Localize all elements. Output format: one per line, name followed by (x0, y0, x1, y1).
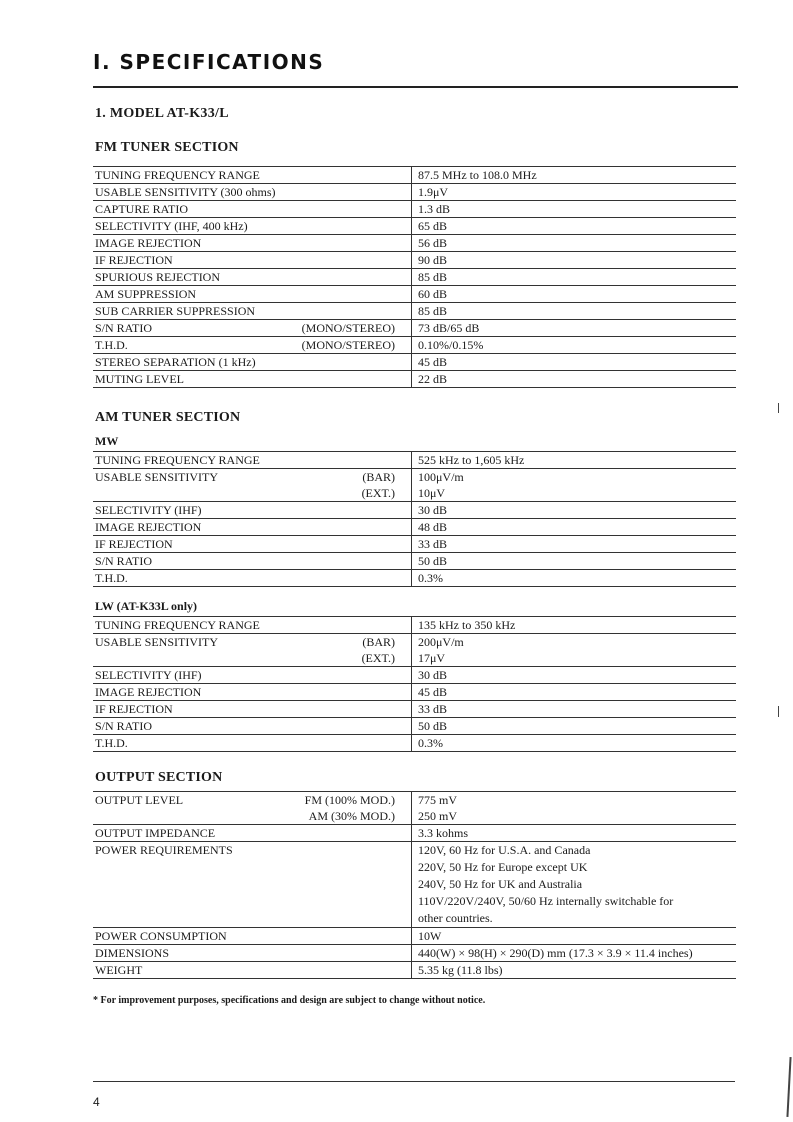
model-heading: 1. MODEL AT-K33/L (95, 106, 229, 121)
mw-sensitivity-value-bar: 100μV/m (418, 470, 464, 484)
mw-subheading: MW (95, 434, 119, 448)
power-requirements-line: other countries. (418, 911, 493, 925)
output-level-cond-fm: FM (100% MOD.) (304, 793, 395, 807)
lw-sensitivity-value-bar: 200μV/m (418, 635, 464, 649)
table-row (93, 235, 736, 252)
param-value: 56 dB (418, 236, 448, 250)
param-value: 33 dB (418, 537, 448, 551)
param-value: 90 dB (418, 253, 448, 267)
table-row (93, 570, 736, 587)
output-level-value-fm: 775 mV (418, 793, 457, 807)
lw-sensitivity-cond-ext: (EXT.) (361, 651, 395, 665)
param-label: SELECTIVITY (IHF) (95, 668, 202, 682)
table-row (93, 469, 736, 502)
table-row (93, 536, 736, 553)
table-row (93, 962, 736, 979)
margin-mark (778, 706, 779, 717)
mw-tuning-value: 525 kHz to 1,605 kHz (418, 453, 525, 467)
table-row (93, 371, 736, 388)
param-value: 65 dB (418, 219, 448, 233)
param-value: 0.3% (418, 736, 443, 750)
power-requirements-line: 220V, 50 Hz for Europe except UK (418, 860, 588, 874)
power-requirements-line: 120V, 60 Hz for U.S.A. and Canada (418, 843, 591, 857)
power-requirements-label: POWER REQUIREMENTS (95, 843, 233, 857)
param-label: SPURIOUS REJECTION (95, 270, 221, 284)
param-value: 1.3 dB (418, 202, 451, 216)
param-label: STEREO SEPARATION (1 kHz) (95, 355, 256, 369)
table-row (93, 684, 736, 701)
param-label: SELECTIVITY (IHF, 400 kHz) (95, 219, 248, 233)
param-value: 45 dB (418, 685, 448, 699)
param-label: SELECTIVITY (IHF) (95, 503, 202, 517)
param-label: IMAGE REJECTION (95, 520, 202, 534)
weight-value: 5.35 kg (11.8 lbs) (418, 963, 503, 977)
param-label: S/N RATIO (95, 719, 153, 733)
table-row (93, 792, 736, 825)
table-row (93, 634, 736, 667)
param-label: TUNING FREQUENCY RANGE (95, 168, 260, 182)
table-row (93, 945, 736, 962)
table-row (93, 701, 736, 718)
am-section-heading: AM TUNER SECTION (95, 410, 241, 425)
table-row (93, 519, 736, 536)
mw-tuning-label: TUNING FREQUENCY RANGE (95, 453, 260, 467)
mw-sensitivity-label: USABLE SENSITIVITY (95, 470, 218, 484)
table-row (93, 201, 736, 218)
table-row (93, 286, 736, 303)
param-value: 0.3% (418, 571, 443, 585)
param-value: 1.9μV (418, 185, 449, 199)
table-row (93, 553, 736, 570)
lw-sensitivity-value-ext: 17μV (418, 651, 446, 665)
table-row (93, 252, 736, 269)
lw-tuning-value: 135 kHz to 350 kHz (418, 618, 516, 632)
param-condition: (MONO/STEREO) (301, 338, 395, 352)
output-section-heading: OUTPUT SECTION (95, 770, 223, 785)
param-value: 60 dB (418, 287, 448, 301)
table-row (93, 825, 736, 842)
param-label: IMAGE REJECTION (95, 685, 202, 699)
table-row (93, 337, 736, 354)
bottom-rule (93, 1081, 735, 1082)
table-row (93, 452, 736, 469)
table-row (93, 354, 736, 371)
mw-sensitivity-cond-bar: (BAR) (362, 470, 395, 484)
mw-sensitivity-value-ext: 10μV (418, 486, 446, 500)
param-value: 30 dB (418, 503, 448, 517)
power-requirements-line: 110V/220V/240V, 50/60 Hz internally switchable for (418, 894, 674, 908)
param-label: CAPTURE RATIO (95, 202, 189, 216)
param-value: 85 dB (418, 270, 448, 284)
table-row (93, 184, 736, 201)
lw-tuning-label: TUNING FREQUENCY RANGE (95, 618, 260, 632)
param-value: 22 dB (418, 372, 448, 386)
table-row (93, 667, 736, 684)
output-impedance-label: OUTPUT IMPEDANCE (95, 826, 216, 840)
weight-label: WEIGHT (95, 963, 143, 977)
dimensions-value: 440(W) × 98(H) × 290(D) mm (17.3 × 3.9 × 11.4 inches) (418, 946, 693, 960)
output-level-value-am: 250 mV (418, 809, 457, 823)
table-row (93, 218, 736, 235)
lw-sensitivity-cond-bar: (BAR) (362, 635, 395, 649)
param-value: 48 dB (418, 520, 448, 534)
table-row (93, 735, 736, 752)
lw-subheading: LW (AT-K33L only) (95, 599, 198, 613)
param-label: IF REJECTION (95, 253, 173, 267)
margin-mark (778, 403, 779, 413)
param-label: T.H.D. (95, 338, 128, 352)
param-label: T.H.D. (95, 571, 128, 585)
param-label: IMAGE REJECTION (95, 236, 202, 250)
page-title: I. SPECIFICATIONS (93, 50, 325, 74)
param-label: T.H.D. (95, 736, 128, 750)
param-label: IF REJECTION (95, 537, 173, 551)
power-consumption-label: POWER CONSUMPTION (95, 929, 227, 943)
output-level-cond-am: AM (30% MOD.) (308, 809, 395, 823)
param-label: MUTING LEVEL (95, 372, 184, 386)
param-value: 85 dB (418, 304, 448, 318)
power-requirements-line: 240V, 50 Hz for UK and Australia (418, 877, 583, 891)
fm-spec-table (93, 166, 736, 388)
fm-section-heading: FM TUNER SECTION (95, 140, 239, 155)
output-level-label: OUTPUT LEVEL (95, 793, 184, 807)
param-label: IF REJECTION (95, 702, 173, 716)
dimensions-label: DIMENSIONS (95, 946, 170, 960)
param-value: 73 dB/65 dB (418, 321, 480, 335)
mw-spec-table (93, 451, 736, 587)
param-value: 30 dB (418, 668, 448, 682)
param-value: 87.5 MHz to 108.0 MHz (418, 168, 537, 182)
table-row (93, 842, 736, 928)
lw-spec-table (93, 616, 736, 752)
table-row (93, 718, 736, 735)
table-row (93, 320, 736, 337)
param-condition: (MONO/STEREO) (301, 321, 395, 335)
param-label: SUB CARRIER SUPPRESSION (95, 304, 256, 318)
param-label: AM SUPPRESSION (95, 287, 197, 301)
margin-mark (786, 1057, 791, 1117)
table-row (93, 617, 736, 634)
param-value: 33 dB (418, 702, 448, 716)
output-impedance-value: 3.3 kohms (418, 826, 469, 840)
footnote: * For improvement purposes, specifications and design are subject to change without notice. (93, 995, 486, 1006)
lw-sensitivity-label: USABLE SENSITIVITY (95, 635, 218, 649)
param-label: USABLE SENSITIVITY (300 ohms) (95, 185, 276, 199)
table-row (93, 269, 736, 286)
table-row (93, 928, 736, 945)
output-spec-table (93, 791, 736, 979)
mw-sensitivity-cond-ext: (EXT.) (361, 486, 395, 500)
page-number: 4 (93, 1095, 100, 1109)
param-label: S/N RATIO (95, 321, 153, 335)
param-value: 0.10%/0.15% (418, 338, 484, 352)
param-value: 50 dB (418, 554, 448, 568)
power-consumption-value: 10W (418, 929, 442, 943)
param-label: S/N RATIO (95, 554, 153, 568)
table-row (93, 167, 736, 184)
table-row (93, 502, 736, 519)
param-value: 50 dB (418, 719, 448, 733)
table-row (93, 303, 736, 320)
title-rule (93, 86, 738, 88)
param-value: 45 dB (418, 355, 448, 369)
